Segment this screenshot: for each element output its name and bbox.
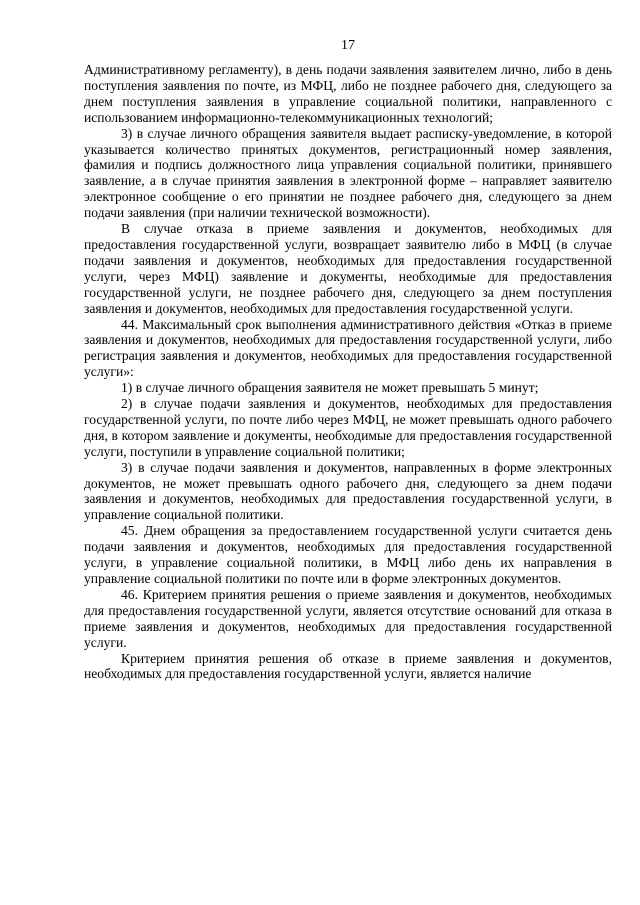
paragraph-continuation: Административному регламенту), в день подачи заявления заявителем лично, либо в день поступления заявления по почте, из МФЦ, либо не позднее рабочего дня, следующего за днем поступления заявления в управление социальной политики, направленного с использованием информационно-телекоммуникационных технологий; [84,62,612,125]
paragraph-44-item-2: 2) в случае подачи заявления и документов, необходимых для предоставления государственной услуги, по почте либо через МФЦ, не может превышать одного рабочего дня, в котором заявление и документы, необходимые для предоставления государственной услуги, поступили в управление социальной политики; [84,396,612,459]
paragraph-46-acceptance-criterion: 46. Критерием принятия решения о приеме заявления и документов, необходимых для предоставления государственной услуги, является отсутствие оснований для отказа в приеме заявления и документов, необходимых для предоставления государственной услуги. [84,586,612,650]
paragraph-44-item-1: 1) в случае личного обращения заявителя не может превышать 5 минут; [121,380,539,396]
page-number: 17 [341,38,355,53]
paragraph-refusal-criterion: Критерием принятия решения об отказе в приеме заявления и документов, необходимых для предоставления государственной услуги, является наличие [84,650,612,682]
paragraph-45-application-day: 45. Днем обращения за предоставлением государственной услуги считается день подачи заявления и документов, необходимых для предоставления государственной услуги, в управление социальной политики, в МФЦ либо день их направления в управление социальной политики по почте или в форме электронных документов. [84,523,612,586]
paragraph-refusal-return: В случае отказа в приеме заявления и документов, необходимых для предоставления государственной услуги, возвращает заявителю либо в МФЦ (в случае подачи заявления и документов, необходимых для предоставления государственной услуги, через МФЦ) заявление и документы, необходимые для предоставления государственной услуги, не позднее рабочего дня, следующего за днем поступления заявления и документов, необходимых для предоставления государственной услуги. [84,221,612,316]
paragraph-item-3-receipt: 3) в случае личного обращения заявителя выдает расписку-уведомление, в которой указывается количество принятых документов, регистрационный номер заявления, фамилия и подпись должностного лица управления социальной политики, принявшего заявление, а в случае принятия заявления в электронной форме – направляет заявителю электронное сообщение о его принятии не позднее рабочего дня, следующего за днем подачи заявления (при наличии технической возможности). [84,125,612,221]
paragraph-44-item-3: 3) в случае подачи заявления и документов, направленных в форме электронных документов, не может превышать одного рабочего дня, следующего за днем подачи заявления и документов, необходимых для предоставления государственной услуги, в управление социальной политики. [84,459,612,523]
document-body [84,62,612,682]
paragraph-44-max-term: 44. Максимальный срок выполнения административного действия «Отказ в приеме заявления и документов, необходимых для предоставления государственной услуги, либо регистрация заявления и документов, необходимых для предоставления государственной услуги»: [84,316,612,380]
